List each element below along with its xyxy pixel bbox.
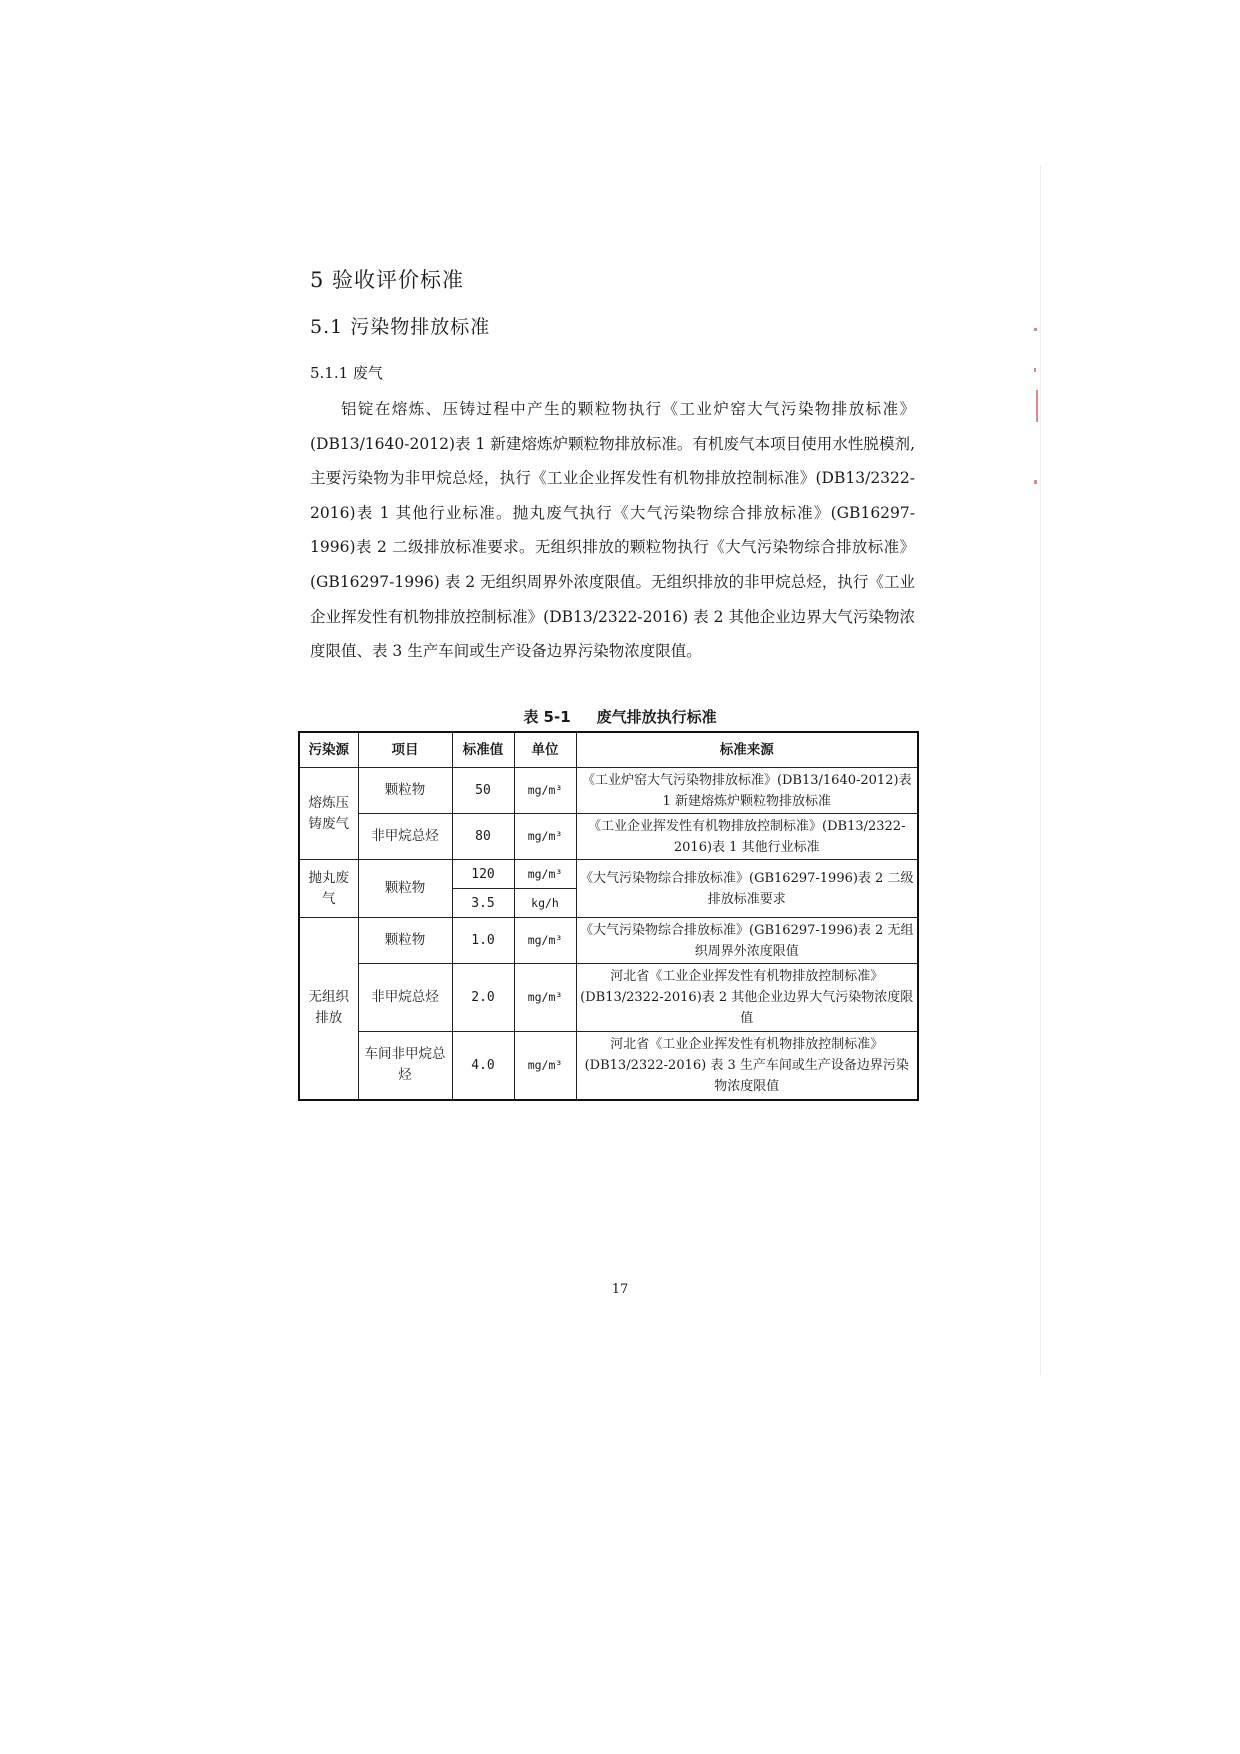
table-caption-number: 表 5-1	[523, 708, 571, 726]
item-cell: 颗粒物	[358, 860, 452, 918]
group-cell: 无组织排放	[299, 918, 358, 1100]
section-heading: 5 验收评价标准	[310, 268, 465, 292]
unit-cell: mg/m³	[514, 860, 576, 889]
table-row	[299, 964, 918, 1032]
standard-cell: 河北省《工业企业挥发性有机物排放控制标准》(DB13/2322-2016) 表 3 生产车间或生产设备边界污染物浓度限值	[576, 1032, 918, 1100]
header-item: 项目	[358, 732, 452, 768]
table-row	[299, 814, 918, 860]
table-row	[299, 918, 918, 964]
item-cell: 非甲烷总烃	[358, 964, 452, 1032]
item-cell: 非甲烷总烃	[358, 814, 452, 860]
header-standard: 标准来源	[576, 732, 918, 768]
item-cell: 颗粒物	[358, 768, 452, 814]
unit-cell: mg/m³	[514, 964, 576, 1032]
header-unit: 单位	[514, 732, 576, 768]
unit-cell: mg/m³	[514, 768, 576, 814]
value-cell: 2.0	[452, 964, 514, 1032]
unit-cell: mg/m³	[514, 918, 576, 964]
emission-standards-table	[298, 731, 919, 1101]
unit-cell: mg/m³	[514, 814, 576, 860]
standard-cell: 河北省《工业企业挥发性有机物排放控制标准》(DB13/2322-2016)表 2 其他企业边界大气污染物浓度限值	[576, 964, 918, 1032]
scan-artifact-mark	[1034, 480, 1037, 484]
table-header-row	[299, 732, 918, 768]
item-cell: 车间非甲烷总烃	[358, 1032, 452, 1100]
value-cell: 4.0	[452, 1032, 514, 1100]
table-row	[299, 768, 918, 814]
scan-edge-line	[1040, 165, 1041, 1375]
value-cell: 80	[452, 814, 514, 860]
scan-artifact-mark	[1034, 328, 1037, 331]
subsubsection-heading: 5.1.1 废气	[310, 364, 383, 382]
scan-artifact-mark	[1036, 390, 1038, 422]
group-cell: 熔炼压铸废气	[299, 768, 358, 860]
table-caption-title: 废气排放执行标准	[596, 708, 717, 726]
value-cell: 1.0	[452, 918, 514, 964]
value-cell: 3.5	[452, 889, 514, 918]
value-cell: 120	[452, 860, 514, 889]
standard-cell: 《工业炉窑大气污染物排放标准》(DB13/1640-2012)表 1 新建熔炼炉颗粒物排放标准	[576, 768, 918, 814]
unit-cell: kg/h	[514, 889, 576, 918]
page-number: 17	[611, 1282, 629, 1297]
item-cell: 颗粒物	[358, 918, 452, 964]
table-caption	[0, 706, 1240, 727]
standard-cell: 《大气污染物综合排放标准》(GB16297-1996)表 2 二级排放标准要求	[576, 860, 918, 918]
value-cell: 50	[452, 768, 514, 814]
standard-cell: 《大气污染物综合排放标准》(GB16297-1996)表 2 无组织周界外浓度限值	[576, 918, 918, 964]
table-row	[299, 860, 918, 889]
scan-artifact-mark	[1034, 368, 1036, 372]
group-cell: 抛丸废气	[299, 860, 358, 918]
body-paragraph: 铝锭在熔炼、压铸过程中产生的颗粒物执行《工业炉窑大气污染物排放标准》(DB13/1640-2012)表 1 新建熔炼炉颗粒物排放标准。有机废气本项目使用水性脱模剂,主要污染物为非甲烷总烃，执行《工业企业挥发性有机物排放控制标准》(DB13/2322-2016)表 1 其他行业标准。抛丸废气执行《大气污染物综合排放标准》(GB16297-1996)表 2 二级排放标准要求。无组织排放的颗粒物执行《大气污染物综合排放标准》(GB16297-1996) 表 2 无组织周界外浓度限值。无组织排放的非甲烷总烃，执行《工业企业挥发性有机物排放控制标准》(DB13/2322-2016) 表 2 其他企业边界大气污染物浓度限值、表 3 生产车间或生产设备边界污染物浓度限值。	[310, 400, 915, 661]
standard-cell: 《工业企业挥发性有机物排放控制标准》(DB13/2322-2016)表 1 其他行业标准	[576, 814, 918, 860]
header-source: 污染源	[299, 732, 358, 768]
table-row	[299, 1032, 918, 1100]
subsection-heading: 5.1 污染物排放标准	[310, 316, 491, 338]
header-value: 标准值	[452, 732, 514, 768]
unit-cell: mg/m³	[514, 1032, 576, 1100]
